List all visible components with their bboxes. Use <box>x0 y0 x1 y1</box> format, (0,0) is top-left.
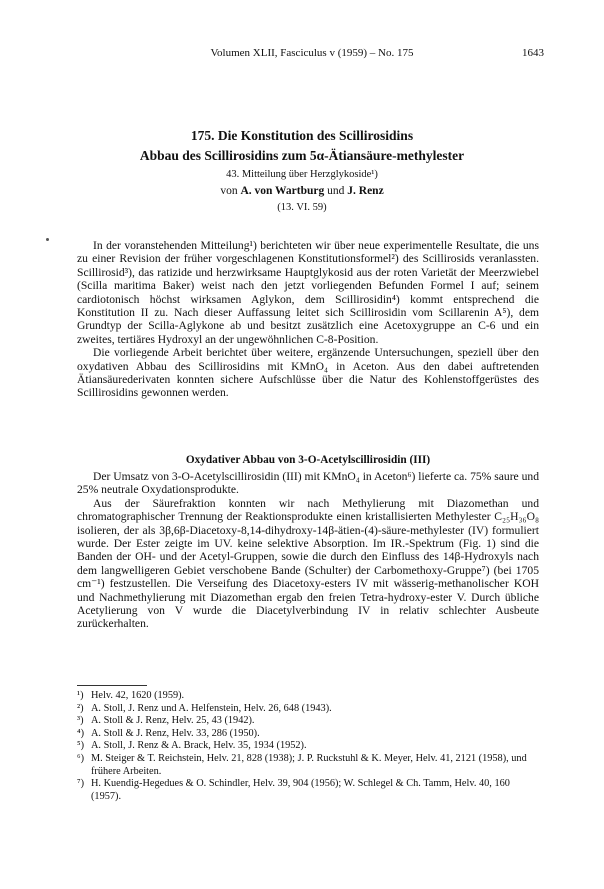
footnote-number: ⁵) <box>77 740 85 752</box>
authors-joiner: und <box>327 185 345 197</box>
section-paragraph-1: Der Umsatz von 3-O-Acetylscillirosidin (III) mit KMnO₄ in Aceton⁶) lieferte ca. 75% saure und 25% neutrale Oxydationsprodukte. <box>77 470 539 497</box>
footnote-item <box>77 703 539 716</box>
footnote-number: ²) <box>77 702 84 714</box>
article-subtitle: Abbau des Scillirosidins zum 5α-Ätiansäure-methylester <box>139 148 465 163</box>
footnote-number: ¹) <box>77 690 84 701</box>
authors-prefix: von <box>220 185 238 197</box>
section-heading: Oxydativer Abbau von 3-O-Acetylscillirosidin (III) <box>185 454 431 466</box>
title-block <box>60 127 544 215</box>
intro-text <box>77 239 539 400</box>
footnote-item <box>77 778 539 803</box>
footnote-number: ⁴) <box>77 727 85 739</box>
footnote-item <box>77 740 539 753</box>
section-paragraph-2: Aus der Säurefraktion konnten wir nach Methylierung mit Diazomethan und chromatographischer Trennung der Reaktionsprodukte einen kristallisierten Methylester C₂₅H₃₆O₈ isolieren, der als 3β,6β-Diacetoxy-8,14-dihydroxy-14β-ätien-(4)-säure-methylester (IV) formuliert wurde. Der Ester zeigte im UV. keine selektive Absorption. Im IR.-Spektrum (Fig. 1) sind die Banden der OH- und der Acetyl-Gruppen, sowie die durch den Einfluss des 14β-Hydroxyls nach dem langwelligeren Gebiet verschobene Bande (Schulter) der Carbomethoxy-Gruppe⁷) (bei 1705 cm⁻¹) festzustellen. Die Verseifung des Diacetoxy-esters IV mit wässerig-methanolischer KOH und Nachmethylierung mit Diazomethan ergab den freien Tetra-hydroxy-ester V. Durch übliche Acetylierung von V wurde die Diacetylverbindung IV in relativ schlechter Ausbeute zurückerhalten. <box>77 496 539 631</box>
footnote-rule <box>77 685 147 686</box>
running-title: Volumen XLII, Fasciculus v (1959) – No. 175 <box>210 47 414 59</box>
footnote-text: A. Stoll & J. Renz, Helv. 25, 43 (1942). <box>91 715 255 727</box>
footnote-item <box>77 728 539 741</box>
footnote-number: ³) <box>77 715 84 727</box>
intro-paragraph-1: In der voranstehenden Mitteilung¹) berichteten wir über neue experimentelle Resultate, die uns zu einer Revision der früher vorgeschlagenen Konstitutionsformel²) des Scillirosids veranlassten. Scillirosid³), das ratizide und herzwirksame Hauptglykosid aus der roten Varietät der Meerzwiebel (Scilla maritima Baker) weist nach den jetzt vorliegenden Befunden Formel I auf; seinem cardiotonisch höchst wirksamen Aglykon, dem Scillirosidin⁴) kommt entsprechend die Konstitution II zu. Nach dieser Auffassung leitet sich Scillirosidin vom Scillarenin A⁵), dem Grundtyp der Scilla-Aglykone ab und besitzt zusätzlich eine Acetoxygruppe an C-6 und ein zweites, tertiäres Hydroxyl an der ungewöhnlichen C-8-Position. <box>77 239 539 346</box>
section-text <box>77 470 539 631</box>
footnotes <box>77 690 539 803</box>
series-note: 43. Mitteilung über Herzglykoside¹) <box>226 169 378 180</box>
footnote-item <box>77 753 539 778</box>
footnote-item <box>77 715 539 728</box>
margin-dot <box>46 238 49 241</box>
author-1: A. von Wartburg <box>240 185 325 197</box>
received-date: (13. VI. 59) <box>277 202 327 213</box>
page-number: 1643 <box>522 47 544 59</box>
article-title: 175. Die Konstitution des Scillirosidins <box>190 128 414 143</box>
author-2: J. Renz <box>347 185 384 197</box>
footnote-number: ⁶) <box>77 752 85 764</box>
footnote-number: ⁷) <box>77 778 85 790</box>
intro-paragraph-2: Die vorliegende Arbeit berichtet über weitere, ergänzende Untersuchungen, speziell über den oxydativen Abbau des Scillirosidins mit KMnO₄ in Aceton. Aus den dabei auftretenden Ätiansäurederivaten konnten sichere Aufschlüsse über die Natur des Kohlenstoffgerüstes des Scillirosidins gewonnen werden. <box>77 346 539 400</box>
footnote-text: A. Stoll & J. Renz, Helv. 33, 286 (1950). <box>91 727 260 739</box>
footnote-text: A. Stoll, J. Renz und A. Helfenstein, Helv. 26, 648 (1943). <box>91 702 332 714</box>
footnote-text: Helv. 42, 1620 (1959). <box>91 690 185 701</box>
footnote-text: M. Steiger & T. Reichstein, Helv. 21, 828 (1938); J. P. Ruckstuhl & K. Meyer, Helv. 41, 2121 (1958), und frühere Arbeiten. <box>91 752 527 777</box>
footnote-item <box>77 690 539 703</box>
footnote-text: H. Kuendig-Hegedues & O. Schindler, Helv. 39, 904 (1956); W. Schlegel & Ch. Tamm, Helv. 40, 160 (1957). <box>91 778 510 802</box>
authors-line <box>60 184 544 199</box>
footnote-text: A. Stoll, J. Renz & A. Brack, Helv. 35, 1934 (1952). <box>91 740 307 752</box>
